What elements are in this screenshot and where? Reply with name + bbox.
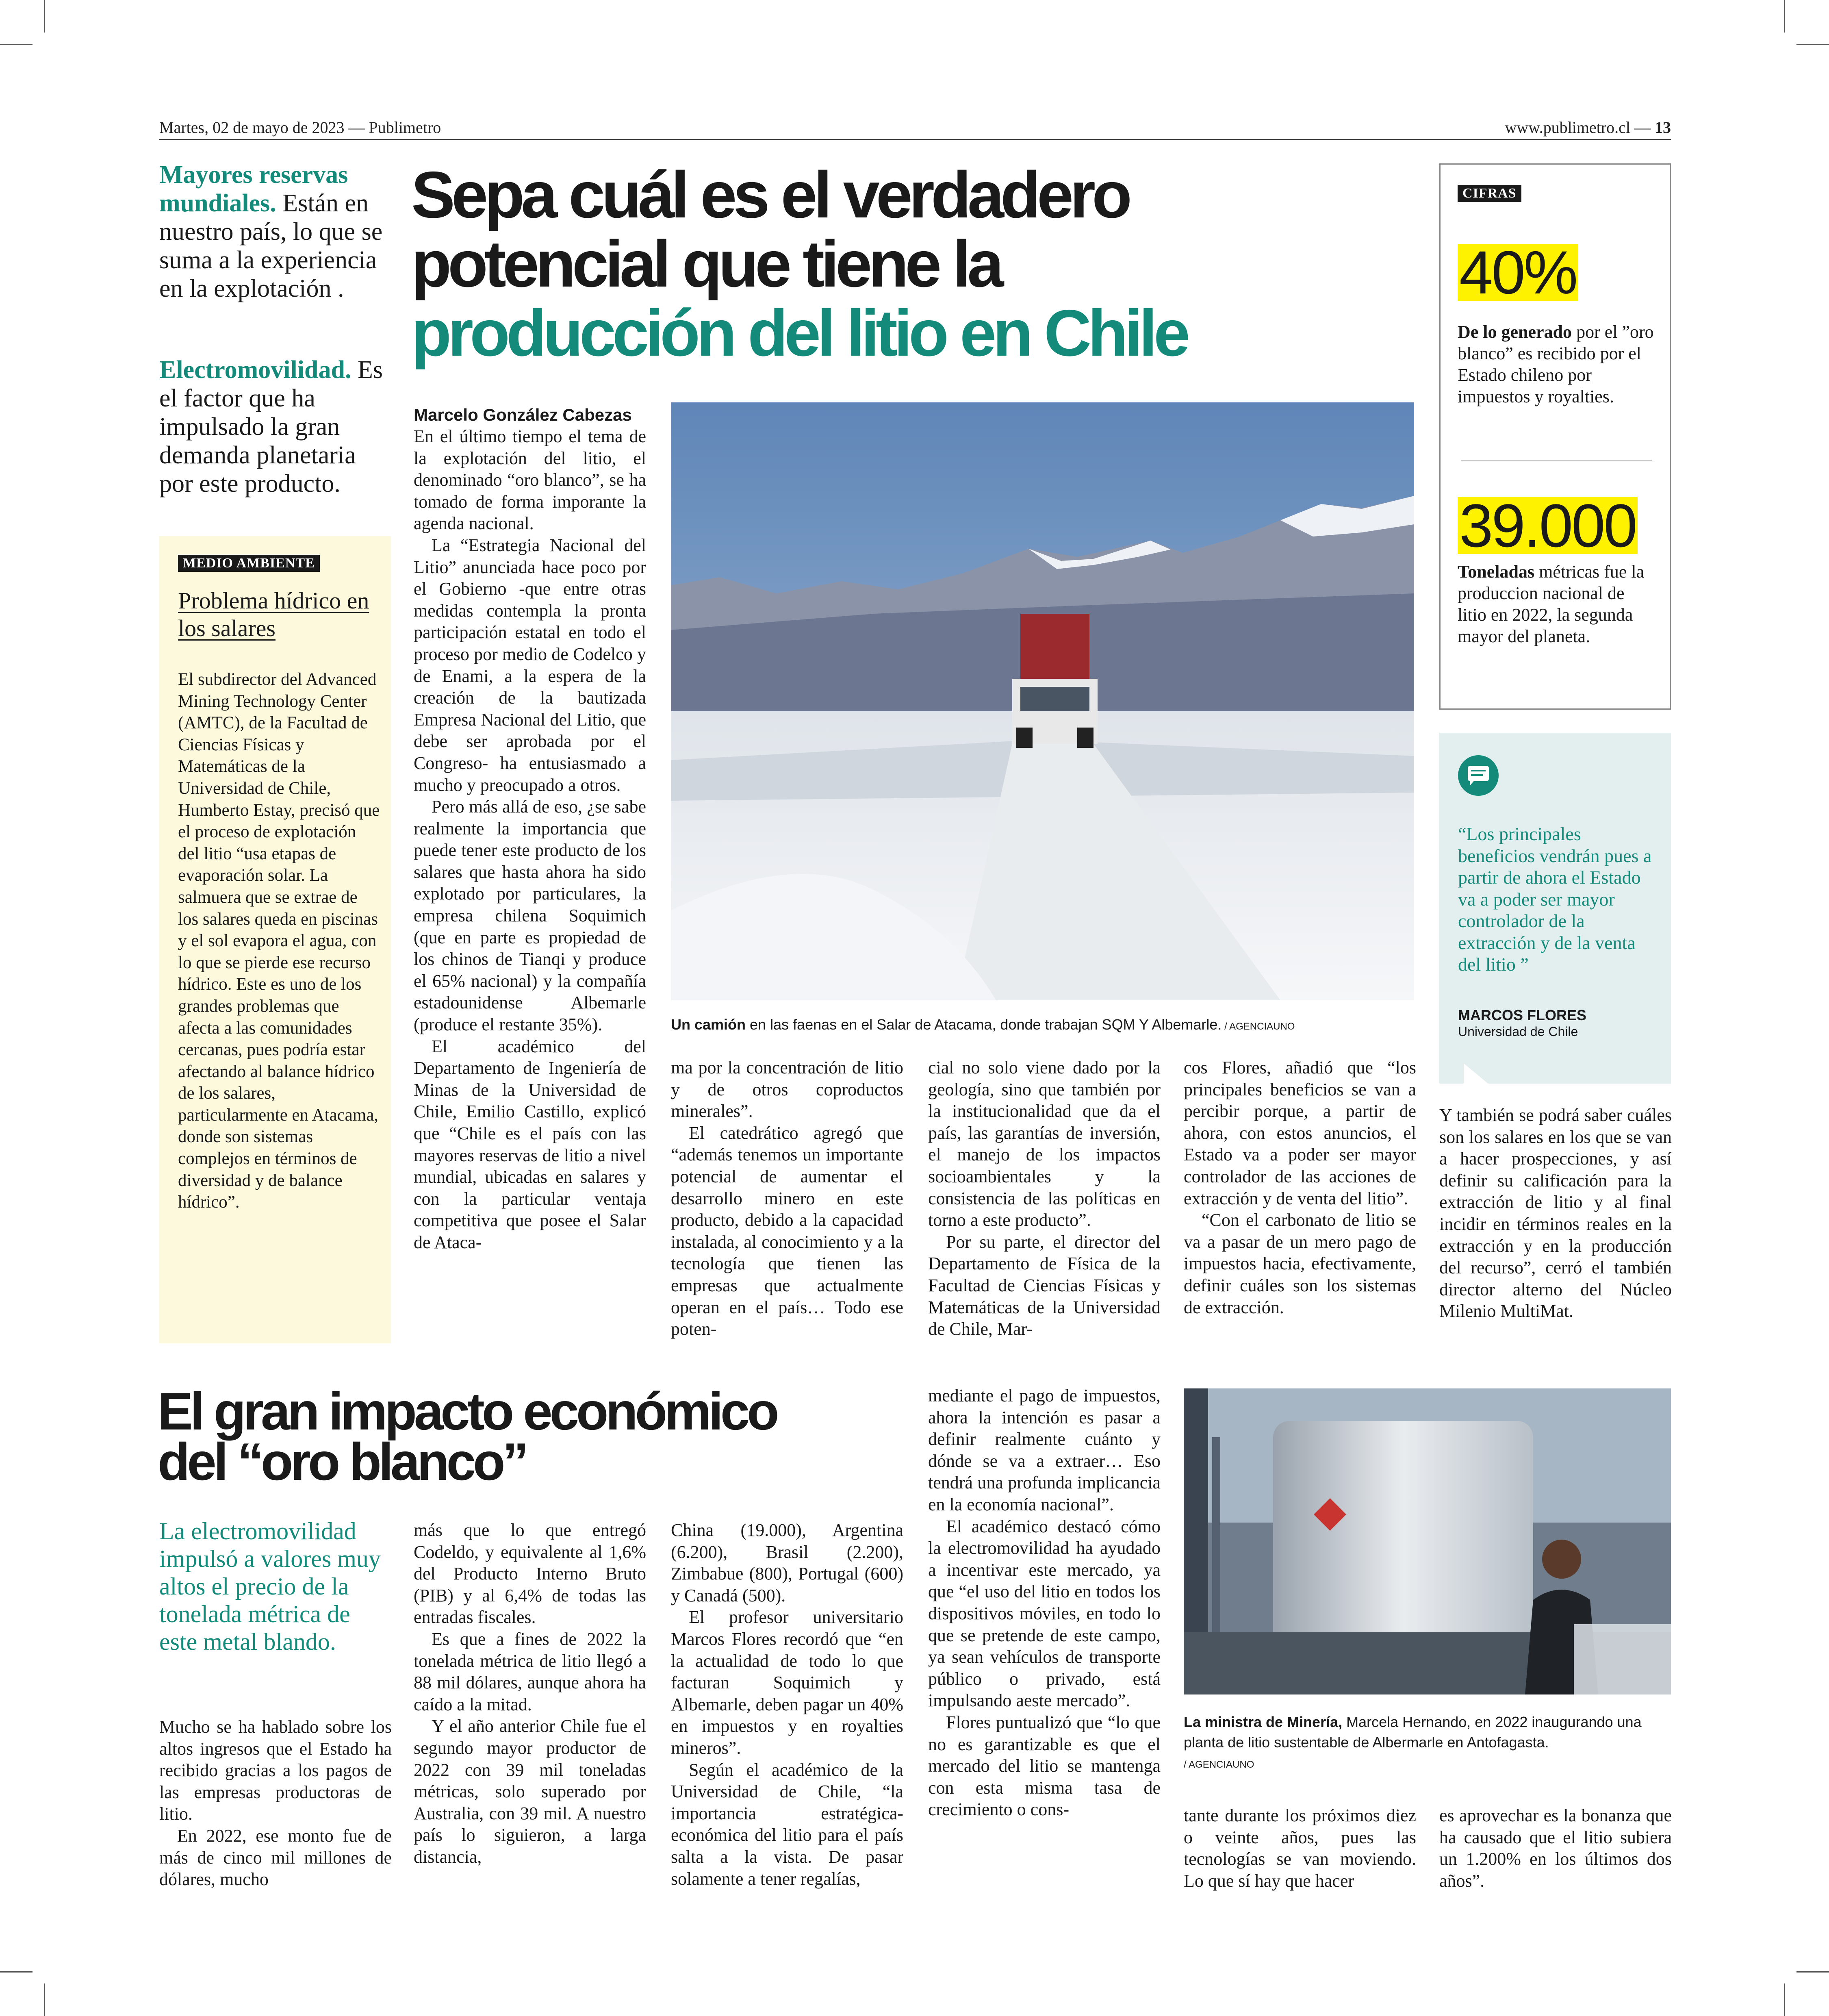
figures-box: [1439, 163, 1671, 710]
salar-truck-photo: [671, 402, 1414, 1000]
date-section-label: Martes, 02 de mayo de 2023 — Publimetro: [159, 118, 441, 137]
article-column-4: [1184, 1057, 1416, 1346]
minister-photo: [1184, 1388, 1671, 1694]
header-rule: [159, 139, 1671, 140]
highlight-reserves: Mayores reservas mundiales. Están en nuestro país, lo que se suma a la experiencia en la explotación .: [159, 161, 383, 302]
page-number: 13: [1655, 118, 1671, 137]
paragraph: Es que a fines de 2022 la tonelada métrica de litio llegó a 88 mil dólares, aunque ahora ha caído a la mitad.: [414, 1629, 646, 1714]
figure-description: De lo generado por el ”oro blanco” es recibido por el Estado chileno por impuestos y royalties.: [1458, 322, 1654, 406]
paragraph: mediante el pago de impuestos, ahora la intención es pasar a definir realmente cuánto y dónde se va a extraer… Eso tendrá una profunda implicancia en la economía nacional”.: [928, 1386, 1161, 1514]
figure-number: 40%: [1458, 244, 1578, 301]
paragraph: El catedrático agregó que “además tenemos un importante potencial de aumentar el desarrollo minero en este producto, debido a la capacidad instalada, al conocimiento y a la tecnología que tienen las empresas que actualmente operan en el país… Todo ese poten-: [671, 1123, 903, 1339]
crop-mark: [0, 44, 33, 45]
second-column-6: [1439, 1805, 1672, 1895]
paragraph: cos Flores, añadió que “los principales beneficios se van a percibir porque, a partir de ahora, con estos anuncios, el Estado va a poder ser mayor controlador de las acciones de extracción y de venta del litio”.: [1184, 1058, 1416, 1208]
crop-mark: [1796, 1971, 1829, 1973]
second-lede: La electromovilidad impulsó a valores muy altos el precio de la tonelada métrica de este metal blando.: [159, 1518, 381, 1655]
paragraph: tante durante los próximos diez o veinte años, pues las tecnologías se van moviendo. Lo que sí hay que hacer: [1184, 1805, 1416, 1891]
environment-tag: MEDIO AMBIENTE: [178, 555, 320, 572]
figures-tag: CIFRAS: [1458, 185, 1521, 202]
paragraph: El académico del Departamento de Ingeniería de Minas de la Universidad de Chile, Emilio Castillo, explicó que “Chile es el país con las mayores reservas de litio a nivel mundial, ubicadas en salares y con la particular ventaja competitiva que posee el Salar de Ataca-: [414, 1036, 646, 1252]
paragraph: Y también se podrá saber cuáles son los salares en los que se van a hacer prospecciones, y así definir su calificación para la extracción de litio y al final incidir en términos reales en la extracción y en la producción del recurso”, cerró el también director alterno del Núcleo Milenio MultiMat.: [1439, 1105, 1672, 1321]
second-column-3: [671, 1519, 903, 1895]
paragraph: Según el académico de la Universidad de Chile, “la importancia estratégica-económica del litio para el país salta a la vista. De pasar solamente a tener regalías,: [671, 1760, 903, 1889]
article-column-2: [671, 1057, 903, 1346]
salar-truck-image: [671, 402, 1414, 1000]
minister-photo-caption: La ministra de Minería, Marcela Hernando, en 2022 inaugurando una planta de litio sustentable de Albermarle en Antofagasta. / AGENCIAUNO: [1184, 1714, 1642, 1770]
paragraph: cial no solo viene dado por la geología, sino que también por la institucionalidad que da el país, las garantías de inversión, el manejo de los impactos socioambientales y la consistencia de las políticas en torno a este producto”.: [928, 1058, 1161, 1230]
quote-text: “Los principales beneficios vendrán pues a partir de ahora el Estado va a poder ser mayor controlador de la extracción y de la venta del litio ”: [1458, 823, 1652, 975]
main-headline: Sepa cuál es el verdadero potencial que tiene la producción del litio en Chile: [411, 158, 1187, 370]
paragraph: es aprovechar es la bonanza que ha causado que el litio subiera un 1.200% en los últimos dos años”.: [1439, 1805, 1672, 1891]
minister-image: [1184, 1388, 1671, 1694]
highlight-electromobility: Electromovilidad. Es el factor que ha impulsado la gran demanda planetaria por este producto.: [159, 356, 383, 497]
environment-box: [159, 536, 391, 1343]
page-folio: [1505, 118, 1671, 137]
site-url: www.publimetro.cl —: [1505, 118, 1651, 137]
paragraph: El académico destacó cómo la electromovilidad ha ayudado a incentivar este mercado, ya que “el uso del litio en todos los dispositivos móviles, en todo lo que se pretende de este campo, ya sean vehículos de transporte público o privado, está impulsando aeste mercado”.: [928, 1516, 1161, 1711]
article-column-3: [928, 1057, 1161, 1346]
speech-bubble-icon: [1458, 755, 1499, 796]
crop-mark: [44, 1983, 45, 2016]
second-column-2: [414, 1519, 646, 1895]
paragraph: El profesor universitario Marcos Flores recordó que “en la actualidad de todo lo que facturan Soquimich y Albemarle, deben pagar un 40% en impuestos y en royalties mineros”.: [671, 1607, 903, 1758]
crop-mark: [1796, 44, 1829, 45]
crop-mark: [1784, 0, 1785, 33]
paragraph: En el último tiempo el tema de la explotación del litio, el denominado “oro blanco”, se ha tomado de forma imporante la agenda nacional.: [414, 426, 646, 534]
crop-mark: [44, 0, 45, 33]
paragraph: “Con el carbonato de litio se va a pasar de un mero pago de impuestos hacia, efectivamente, definir cuáles son los sistemas de extracción.: [1184, 1210, 1416, 1317]
article-column-5: [1439, 1104, 1672, 1348]
paragraph: En 2022, ese monto fue de más de cinco mil millones de dólares, mucho: [159, 1825, 392, 1890]
second-headline: El gran impacto económico del “oro blanco”: [158, 1382, 777, 1491]
paragraph: Flores puntualizó que “lo que no es garantizable es que el mercado del litio se mantenga con esta misma tasa de crecimiento o cons-: [928, 1712, 1161, 1820]
paragraph: Pero más allá de eso, ¿se sabe realmente la importancia que puede tener este producto de los salares que hasta ahora ha sido explotado por particulares, la empresa chilena Soquimich (que en parte es propiedad de los chinos de Tianqi y produce el 65% nacional) y la compañía estadounidense Albemarle (produce el restante 35%).: [414, 797, 646, 1035]
second-column-4: [928, 1385, 1161, 1895]
paragraph: China (19.000), Argentina (6.200), Brasil (2.200), Zimbabue (800), Portugal (600) y Canadá (500).: [671, 1520, 903, 1605]
paragraph: La “Estrategia Nacional del Litio” anunciada hace poco por el Gobierno -que entre otras medidas contempla la pronta participación estatal en todo el proceso por medio de Codelco y de Enami, a la espera de la creación de la bautizada Empresa Nacional del Litio, que debe ser aprobada por el Congreso- ha entusiasmado a mucho y preocupado a otros.: [414, 535, 646, 795]
second-column-5: [1184, 1805, 1416, 1895]
quote-box: [1439, 733, 1671, 1084]
environment-title: Problema hídrico en los salares: [178, 587, 369, 641]
photo-caption: Un camión en las faenas en el Salar de Atacama, donde trabajan SQM Y Albemarle. / AGENCIAUNO: [671, 1016, 1295, 1033]
paragraph: ma por la concentración de litio y de otros coproductos minerales”.: [671, 1058, 903, 1121]
quote-author-affiliation: Universidad de Chile: [1458, 1024, 1578, 1039]
quote-tail: [1464, 1063, 1488, 1084]
paragraph: Y el año anterior Chile fue el segundo mayor productor de 2022 con 39 mil toneladas métricas, solo superado por Australia, con 39 mil. A nuestro país lo siguieron, a larga distancia,: [414, 1716, 646, 1867]
quote-author: MARCOS FLORES: [1458, 1007, 1587, 1023]
environment-body: El subdirector del Advanced Mining Technology Center (AMTC), de la Facultad de Ciencias Físicas y Matemáticas de la Universidad de Chile, Humberto Estay, precisó que el proceso de explotación del litio “usa etapas de evaporación solar. La salmuera que se extrae de los salares queda en piscinas y el sol evapora el agua, con lo que se pierde ese recurso hídrico. Este es uno de los grandes problemas que afecta a las comunidades cercanas, pues podría estar afectando al balance hídrico de los salares, particularmente en Atacama, donde son sistemas complejos en términos de diversidad y de balance hídrico”.: [178, 670, 380, 1212]
crop-mark: [0, 1971, 33, 1973]
crop-mark: [1784, 1983, 1785, 2016]
paragraph: más que lo que entregó Codeldo, y equivalente al 1,6% del Producto Interno Bruto (PIB) y al 6,4% de todas las entradas fiscales.: [414, 1520, 646, 1627]
figure-description: Toneladas métricas fue la produccion nacional de litio en 2022, la segunda mayor del planeta.: [1458, 562, 1645, 646]
second-column-1: [159, 1716, 392, 1895]
figure-number: 39.000: [1458, 497, 1638, 554]
article-column-1: [414, 426, 646, 1346]
byline: Marcelo González Cabezas: [414, 405, 632, 424]
paragraph: Por su parte, el director del Departamento de Física de la Facultad de Ciencias Físicas y Matemáticas de la Universidad de Chile, Mar-: [928, 1232, 1161, 1339]
paragraph: Mucho se ha hablado sobre los altos ingresos que el Estado ha recibido gracias a los pagos de las empresas productoras de litio.: [159, 1717, 392, 1824]
